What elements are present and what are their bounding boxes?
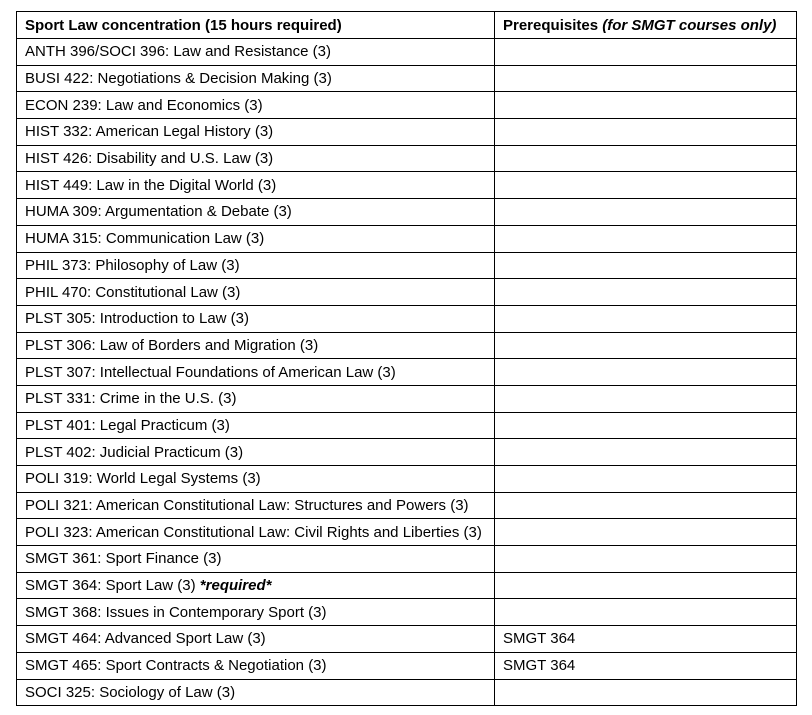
course-cell <box>17 92 495 119</box>
course-name: SMGT 364: Sport Law (3) <box>25 577 196 595</box>
prerequisite-cell <box>495 466 797 493</box>
course-cell <box>17 652 495 679</box>
prerequisite-cell <box>495 412 797 439</box>
course-cell <box>17 145 495 172</box>
table-row <box>17 572 797 599</box>
course-cell <box>17 546 495 573</box>
course-cell <box>17 385 495 412</box>
course-name: HUMA 315: Communication Law (3) <box>25 230 265 248</box>
course-name: ECON 239: Law and Economics (3) <box>25 96 263 114</box>
prerequisite-cell <box>495 199 797 226</box>
table-row <box>17 359 797 386</box>
course-name: SOCI 325: Sociology of Law (3) <box>25 683 236 701</box>
prerequisites-label: Prerequisites <box>503 16 599 34</box>
course-name: SMGT 465: Sport Contracts & Negotiation (3) <box>25 657 327 675</box>
column-header-concentration: Sport Law concentration (15 hours required) <box>17 12 495 39</box>
table-row <box>17 492 797 519</box>
prerequisite-cell <box>495 119 797 146</box>
prerequisite-cell <box>495 679 797 706</box>
course-cell <box>17 599 495 626</box>
table-header-row <box>17 12 797 39</box>
table-row <box>17 252 797 279</box>
course-name: PHIL 470: Constitutional Law (3) <box>25 283 241 301</box>
table-row <box>17 172 797 199</box>
course-cell <box>17 412 495 439</box>
course-name: SMGT 361: Sport Finance (3) <box>25 550 222 568</box>
course-cell <box>17 65 495 92</box>
table-row <box>17 626 797 653</box>
table-row <box>17 439 797 466</box>
prerequisite-cell: SMGT 364 <box>495 626 797 653</box>
course-name: POLI 319: World Legal Systems (3) <box>25 470 261 488</box>
course-name: SMGT 464: Advanced Sport Law (3) <box>25 630 266 648</box>
course-name: HIST 332: American Legal History (3) <box>25 123 274 141</box>
table-row <box>17 679 797 706</box>
course-name: BUSI 422: Negotiations & Decision Making (3) <box>25 70 332 88</box>
table-row <box>17 519 797 546</box>
table-row <box>17 546 797 573</box>
course-cell <box>17 466 495 493</box>
prerequisite-cell <box>495 359 797 386</box>
course-cell <box>17 172 495 199</box>
course-name: PLST 331: Crime in the U.S. (3) <box>25 390 237 408</box>
table-row <box>17 599 797 626</box>
course-cell <box>17 39 495 66</box>
course-cell <box>17 679 495 706</box>
course-cell <box>17 359 495 386</box>
course-name: ANTH 396/SOCI 396: Law and Resistance (3) <box>25 43 331 61</box>
prerequisite-cell <box>495 252 797 279</box>
prerequisite-cell <box>495 39 797 66</box>
course-name: SMGT 368: Issues in Contemporary Sport (3) <box>25 603 327 621</box>
course-name: POLI 321: American Constitutional Law: Structures and Powers (3) <box>25 497 469 515</box>
course-name: HUMA 309: Argumentation & Debate (3) <box>25 203 292 221</box>
table-body <box>17 39 797 706</box>
table-row <box>17 145 797 172</box>
table-row <box>17 65 797 92</box>
table-row <box>17 279 797 306</box>
table-row <box>17 92 797 119</box>
table-row <box>17 652 797 679</box>
prerequisite-cell <box>495 572 797 599</box>
table-row <box>17 385 797 412</box>
prerequisite-cell <box>495 225 797 252</box>
prerequisite-cell <box>495 599 797 626</box>
table-row <box>17 332 797 359</box>
prerequisite-cell <box>495 519 797 546</box>
course-cell <box>17 119 495 146</box>
prerequisite-cell <box>495 279 797 306</box>
table-row <box>17 39 797 66</box>
prerequisite-cell <box>495 145 797 172</box>
prerequisite-cell: SMGT 364 <box>495 652 797 679</box>
course-cell <box>17 279 495 306</box>
prerequisite-cell <box>495 546 797 573</box>
table-row <box>17 412 797 439</box>
prerequisites-hint: (for SMGT courses only) <box>602 16 777 34</box>
course-table-container <box>16 11 796 706</box>
prerequisite-cell <box>495 439 797 466</box>
column-header-prerequisites <box>495 12 797 39</box>
course-name: PLST 402: Judicial Practicum (3) <box>25 443 244 461</box>
course-cell <box>17 305 495 332</box>
table-row <box>17 119 797 146</box>
prerequisite-cell <box>495 492 797 519</box>
table-row <box>17 466 797 493</box>
course-name: PLST 305: Introduction to Law (3) <box>25 310 250 328</box>
prerequisite-cell <box>495 385 797 412</box>
course-cell <box>17 225 495 252</box>
course-name: PLST 306: Law of Borders and Migration (3) <box>25 336 319 354</box>
prerequisite-cell <box>495 92 797 119</box>
course-name: PHIL 373: Philosophy of Law (3) <box>25 256 240 274</box>
required-note: *required* <box>199 577 272 595</box>
course-cell <box>17 199 495 226</box>
course-name: POLI 323: American Constitutional Law: Civil Rights and Liberties (3) <box>25 523 482 541</box>
course-cell <box>17 492 495 519</box>
course-cell <box>17 572 495 599</box>
course-name: HIST 426: Disability and U.S. Law (3) <box>25 150 274 168</box>
table-row <box>17 225 797 252</box>
table-row <box>17 199 797 226</box>
table-row <box>17 305 797 332</box>
prerequisite-cell <box>495 65 797 92</box>
course-cell <box>17 252 495 279</box>
prerequisite-cell <box>495 172 797 199</box>
course-cell <box>17 519 495 546</box>
course-table <box>16 11 797 706</box>
prerequisite-cell <box>495 332 797 359</box>
course-name: PLST 401: Legal Practicum (3) <box>25 416 230 434</box>
course-cell <box>17 626 495 653</box>
course-name: PLST 307: Intellectual Foundations of American Law (3) <box>25 363 396 381</box>
course-name: HIST 449: Law in the Digital World (3) <box>25 176 277 194</box>
course-cell <box>17 439 495 466</box>
prerequisite-cell <box>495 305 797 332</box>
course-cell <box>17 332 495 359</box>
